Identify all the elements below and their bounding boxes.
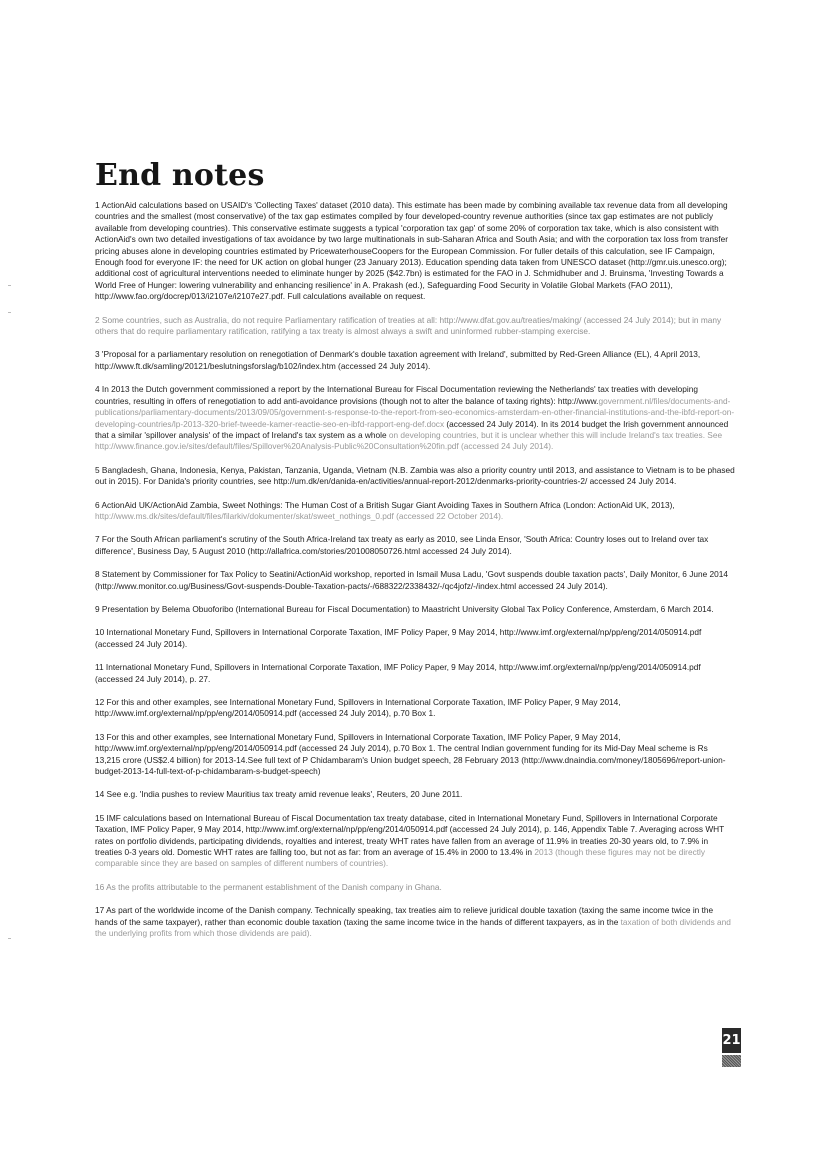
end-note-15-part-b: 2013 (though these figures may not be directly comparable since they are based on samples of different numbers of countries). [95,847,706,869]
end-note-14: 14 See e.g. 'India pushes to review Mauritius tax treaty amid revenue leaks', Reuters, 20 June 2011. [95,789,463,800]
scan-margin-mark [8,938,11,939]
end-note-17 [95,905,735,939]
end-note-10: 10 International Monetary Fund, Spillovers in International Corporate Taxation, IMF Policy Paper, 9 May 2014, http://www.imf.org/external/np/pp/eng/2014/050914.pdf (accessed 24 July 2014). [95,627,702,649]
end-note-4 [95,384,735,452]
end-note-4-part-c: (accessed 24 July 2014). In its 2014 budget the Irish government announced that a similar 'spillover analysis' of the impact of Ireland's tax system as a whole [95,418,729,440]
end-note-12: 12 For this and other examples, see International Monetary Fund, Spillovers in International Corporate Taxation, IMF Policy Paper, 9 May 2014, http://www.imf.org/external/np/pp/eng/2014/050914.pdf (accessed 24 July 2014), p.70 Box 1. [95,697,621,719]
end-note-8: 8 Statement by Commissioner for Tax Policy to Seatini/ActionAid workshop, reported in Ismail Musa Ladu, 'Govt suspends double taxation pacts', Daily Monitor, 6 June 2014 (http://www.monitor.co.ug/Business/Govt-suspends-Double-Taxation-pacts/-/688322/2338432/-/qc4jofz/-/index.html accessed 24 July 2014). [95,569,728,591]
end-notes-list [95,200,735,952]
end-note-6 [95,500,735,523]
end-note-6-part-b: http://www.ms.dk/sites/default/files/filarkiv/dokumenter/skat/sweet_nothings_0.pdf (accessed 22 October 2014). [95,510,504,521]
end-note-17-part-a: 17 As part of the worldwide income of the Danish company. Technically speaking, tax treaties aim to relieve juridical double taxation (taxing the same income twice in the hands of the same taxpayer), rather than economic double taxation (taxing the same income twice in the hands of different taxpayers, as in the [95,905,714,927]
end-note-4-part-d: on developing countries, but it is unclear whether this will include Ireland's tax treaties. See http://www.finance.gov.ie/sites/default/files/Spillover%20Analysis-Public%20Consultation%20fin.pdf (accessed 24 July 2014). [95,429,723,452]
scan-margin-mark [8,312,11,313]
page-title: End notes [95,158,265,193]
scan-margin-mark [8,285,11,286]
end-note-15 [95,813,735,870]
end-note-15-part-a: 15 IMF calculations based on International Bureau of Fiscal Documentation tax treaty database, cited in International Monetary Fund, Spillovers in International Corporate Taxation, IMF Policy Paper, 9 May 2014, http://www.imf.org/external/np/pp/eng/2014/050914.pdf (accessed 24 July 2014), p. 146, Appendix Table 7. Averaging across WHT rates on portfolio dividends, participating dividends, royalties and interest, treaty WHT rates have fallen from an average of 11.9% in treaties 20-30 years old, to 7.9% in treaties 0-3 years old. Domestic WHT rates are falling too, but not as far: from an average of 15.4% in 2000 to 13.4% in [95,812,725,858]
end-note-3: 3 'Proposal for a parliamentary resolution on renegotiation of Denmark's double taxation agreement with Ireland', submitted by Red-Green Alliance (EL), 4 April 2013, http://www.ft.dk/samling/20121/beslutningsforslag/b102/index.htm (accessed 24 July 2014). [95,349,701,371]
end-note-5: 5 Bangladesh, Ghana, Indonesia, Kenya, Pakistan, Tanzania, Uganda, Vietnam (N.B. Zambia was also a priority country until 2013, and assistance to Vietnam is to be phased out in 2015). For Danida's priority countries, see http://um.dk/en/danida-en/activities/annual-report-2012/denmarks-priority-countries-2/ accessed 24 July 2014. [95,464,735,487]
page-number-badge: 21 [722,1028,741,1053]
end-note-1: 1 ActionAid calculations based on USAID's 'Collecting Taxes' dataset (2010 data). This estimate has been made by combining available tax revenue data from all developing countries and the smallest (most conservative) of the tax gap estimates compiled by four developed-country revenue authorities (since tax gap estimates are not publicly available from developing countries). This conservative estimate suggests a typical 'corporation tax gap' of some 20% of corporation tax take, which is also consistent with ActionAid's own two detailed investigations of tax avoidance by two large multinationals in sub-Saharan Africa and South Asia; and with the corporation tax loss from transfer pricing abuses alone in developing countries estimated by PricewaterhouseCoopers for the European Commission. For fuller details of this calculation, see IF Campaign, Enough food for everyone IF: the need for UK action on global hunger (23 January 2013). Education spending data taken from UNESCO dataset (http://gmr.uis.unesco.org); additional cost of agricultural interventions needed to eliminate hunger by 2025 ($42.7bn) is estimated for the FAO in J. Schmidhuber and J. Bruinsma, 'Investing Towards a World Free of Hunger: lowering vulnerability and enhancing resilience' in A. Prakash (ed.), Safeguarding Food Security in Volatile Global Markets (FAO 2011), http://www.fao.org/docrep/013/i2107e/i2107e27.pdf. Full calculations available on request. [95,200,728,302]
end-note-4-part-a: 4 In 2013 the Dutch government commissioned a report by the International Bureau for Fiscal Documentation reviewing the Netherlands' tax treaties with developing countries, resulting in offers of renegotiation to add anti-avoidance provisions (though not to alter the balance of taxing rights): http://www. [95,384,698,406]
end-note-11: 11 International Monetary Fund, Spillovers in International Corporate Taxation, IMF Policy Paper, 9 May 2014, http://www.imf.org/external/np/pp/eng/2014/050914.pdf (accessed 24 July 2014), p. 27. [95,662,701,684]
end-note-6-part-a: 6 ActionAid UK/ActionAid Zambia, Sweet Nothings: The Human Cost of a British Sugar Giant Avoiding Taxes in Southern Africa (London: ActionAid UK, 2013), [95,499,675,510]
end-note-7: 7 For the South African parliament's scrutiny of the South Africa-Ireland tax treaty as early as 2010, see Linda Ensor, 'South Africa: Country loses out to Ireland over tax difference', Business Day, 5 August 2010 (http://allafrica.com/stories/201008050726.html accessed 24 July 2014). [95,534,709,556]
end-note-13: 13 For this and other examples, see International Monetary Fund, Spillovers in International Corporate Taxation, IMF Policy Paper, 9 May 2014, http://www.imf.org/external/np/pp/eng/2014/050914.pdf (accessed 24 July 2014), p.70 Box 1. The central Indian government funding for its Mid-Day Meal scheme is Rs 13,215 crore (US$2.4 billion) for 2013-14.See full text of P Chidambaram's Union budget speech, 28 February 2013 (http://www.dnaindia.com/money/1805696/report-union-budget-2013-14-full-text-of-p-chidambaram-s-budget-speech) [95,731,726,777]
page-number-badge-pattern [722,1055,741,1067]
end-note-9: 9 Presentation by Belema Obuoforibo (International Bureau for Fiscal Documentation) to Maastricht University Global Tax Policy Conference, Amsterdam, 6 March 2014. [95,603,714,614]
end-note-17-part-b: taxation of both dividends and the underlying profits from which those dividends are paid). [95,916,731,939]
end-note-16: 16 As the profits attributable to the permanent establishment of the Danish company in Ghana. [95,881,442,892]
end-note-4-part-b: government.nl/files/documents-and-publications/parliamentary-documents/2013/09/05/government-s-response-to-the-report-from-seo-economics-amsterdam-en-other-financial-institutions-and-the-ibfd-report-on-developing-countries/lp-2013-320-brief-tweede-kamer-reactie-seo-en-ibfd-rapport-eng-def.docx [95,395,735,429]
end-note-2: 2 Some countries, such as Australia, do not require Parliamentary ratification of treaties at all: http://www.dfat.gov.au/treaties/making/ (accessed 24 July 2014); but in many others that do require parliamentary ratification, ratifying a tax treaty is almost always a swift and uninformed rubber-stamping exercise. [95,314,722,337]
